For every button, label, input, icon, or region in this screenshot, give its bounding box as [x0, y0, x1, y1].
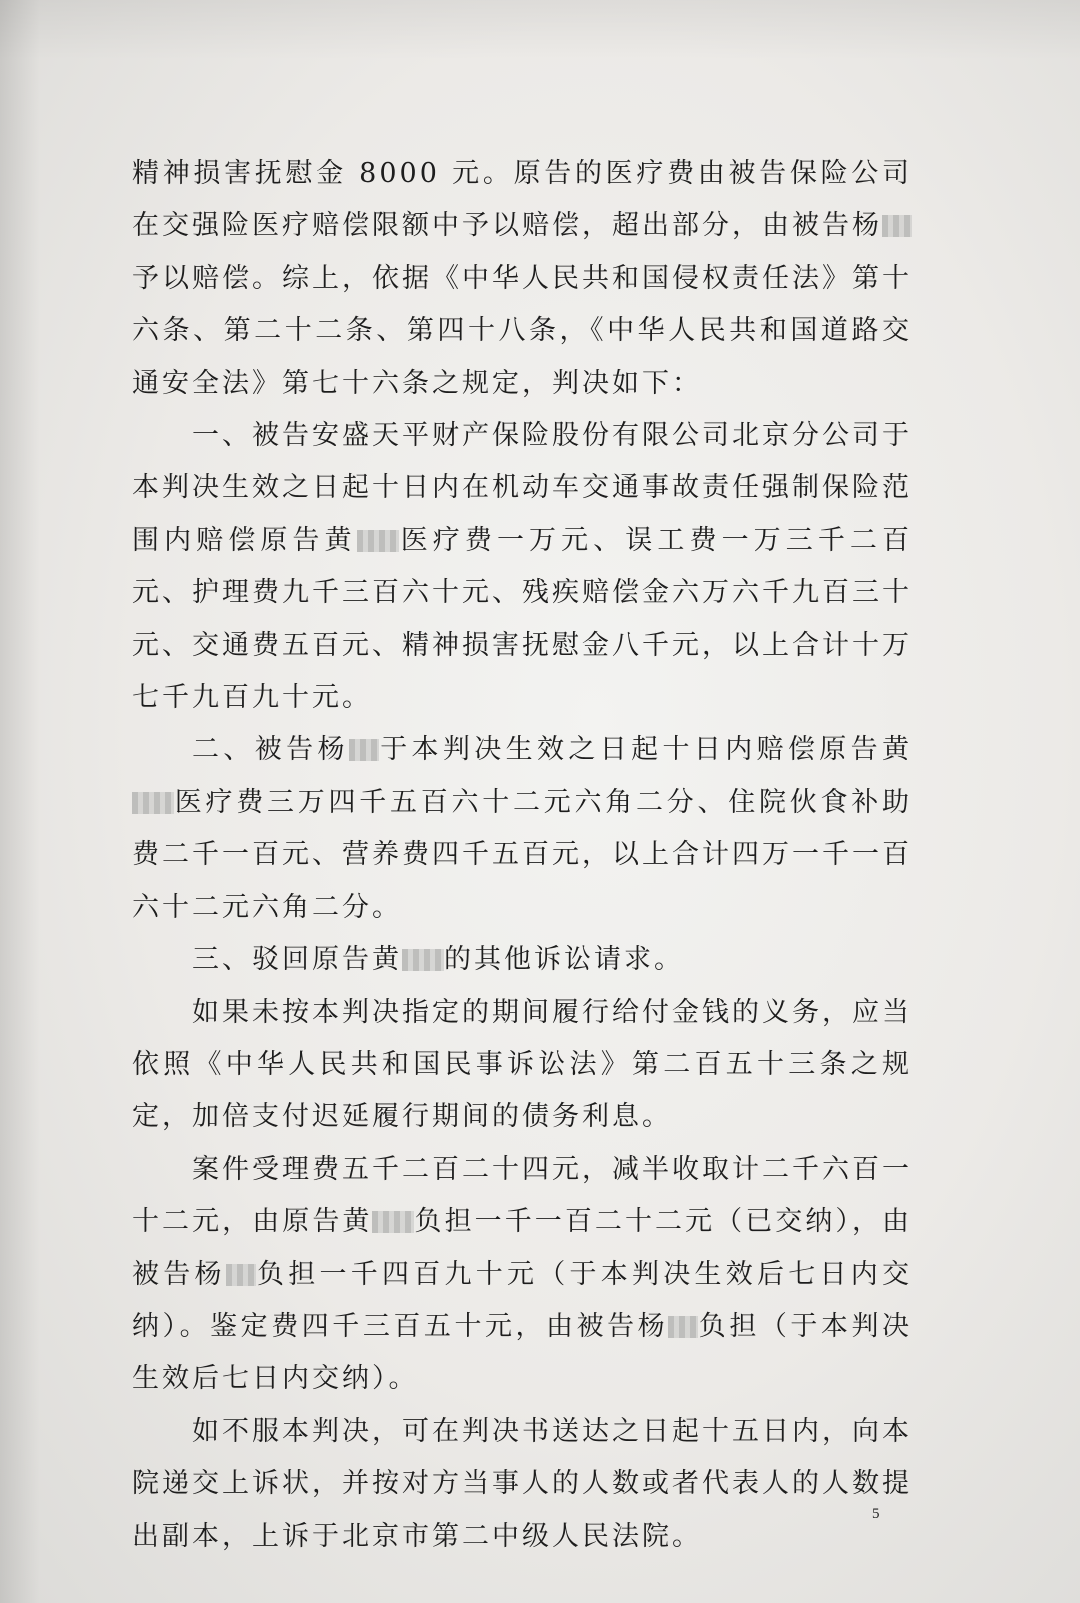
- page-shadow-left: [0, 0, 40, 1603]
- paragraph-ruling-one: [132, 410, 912, 724]
- paragraph-text-segment: 医疗费一万元、误工费一万三千二百元、护理费九千三百六十元、残疾赔偿金六万六千九百三十元、交通费五百元、精神损害抚慰金八千元，以上合计十万七千九百九十元。: [132, 524, 912, 714]
- redacted-name-mask: [882, 215, 912, 237]
- paragraph-text-segment: 一、被告安盛天平财产保险股份有限公司北京分公司于本判决生效之日起十日内在机动车交通事故责任强制保险范围内赔偿原告黄: [132, 420, 912, 556]
- paragraph-text-segment: 负担（于本判决生效后七日内交纳）。: [132, 1310, 913, 1395]
- paragraph-case-fees: [132, 1144, 912, 1406]
- redacted-name-mask: [357, 530, 399, 552]
- paragraph-text-segment: 予以赔偿。综上，依据《中华人民共和国侵权责任法》第十六条、第二十二条、第四十八条，《中华人民共和国道路交通安全法》第七十六条之规定，判决如下：: [132, 262, 912, 399]
- redacted-name-mask: [372, 1211, 414, 1233]
- paragraph-text-segment: 的其他诉讼请求。: [444, 944, 684, 976]
- redacted-name-mask: [132, 792, 174, 814]
- page-number: 5: [872, 1506, 880, 1522]
- judgment-text: [132, 148, 912, 1563]
- paragraph-text-segment: 医疗费三万四千五百六十二元六角二分、住院伙食补助费二千一百元、营养费四千五百元，以上合计四万一千一百六十二元六角二分。: [132, 786, 912, 923]
- paragraph-text-segment: 负担一千四百九十元（于本判决生效后七日内交纳）。鉴定费四千三百五十元，由被告杨: [132, 1258, 912, 1342]
- page-shadow-top: [0, 0, 1080, 60]
- paragraph-compensation-basis: [132, 148, 912, 410]
- paragraph-text-segment: 负担一千一百二十二元（已交纳），由被告杨: [132, 1206, 913, 1290]
- paragraph-text-segment: 于本判决生效之日起十日内赔偿原告黄: [378, 734, 913, 766]
- paragraph-text-segment: 如果未按本判决指定的期间履行给付金钱的义务，应当依照《中华人民共和国民事诉讼法》第二百五十三条之规定，加倍支付迟延履行期间的债务利息。: [132, 996, 912, 1133]
- paragraph-text-segment: 三、驳回原告黄: [192, 944, 402, 976]
- paragraph-appeal: [132, 1406, 912, 1563]
- paragraph-ruling-three: [132, 934, 912, 986]
- redacted-name-mask: [668, 1316, 698, 1338]
- paragraph-text-segment: 精神损害抚慰金 8000 元。原告的医疗费由被告保险公司在交强险医疗赔偿限额中予以赔偿，超出部分，由被告杨: [132, 158, 912, 242]
- paragraph-text-segment: 二、被告杨: [192, 734, 349, 766]
- redacted-name-mask: [349, 739, 379, 761]
- paragraph-late-payment: [132, 987, 912, 1144]
- redacted-name-mask: [226, 1264, 256, 1286]
- paragraph-text-segment: 如不服本判决，可在判决书送达之日起十五日内，向本院递交上诉状，并按对方当事人的人数或者代表人的人数提出副本，上诉于北京市第二中级人民法院。: [132, 1415, 912, 1552]
- paragraph-ruling-two: [132, 724, 912, 934]
- redacted-name-mask: [402, 949, 444, 971]
- paragraph-text-segment: 案件受理费五千二百二十四元，减半收取计二千六百一十二元，由原告黄: [132, 1153, 912, 1238]
